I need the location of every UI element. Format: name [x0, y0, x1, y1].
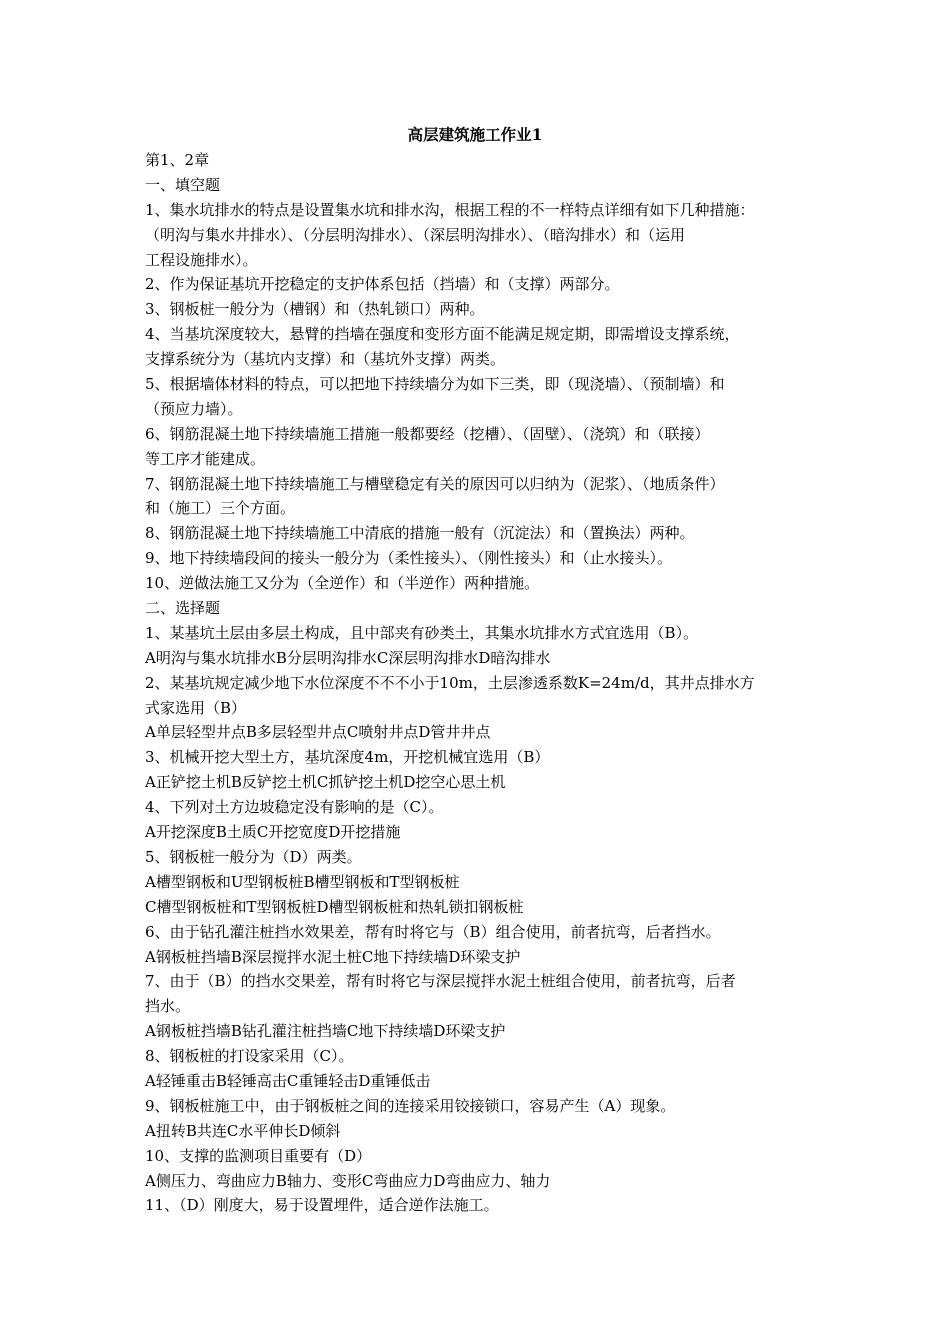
text-line: A开挖深度B土质C开挖宽度D开挖措施	[145, 823, 401, 842]
text-line: （明沟与集水井排水）、（分层明沟排水）、（深层明沟排水）、（暗沟排水）和（运用	[145, 225, 686, 244]
text-line: 8、钢筋混凝土地下持续墙施工中清底的措施一般有（沉淀法）和（置换法）两种。	[145, 524, 695, 543]
text-line: 8、钢板桩的打设家采用（C）。	[145, 1047, 354, 1066]
text-line: 10、逆做法施工又分为（全逆作）和（半逆作）两种措施。	[145, 574, 540, 593]
text-line: 1、某基坑土层由多层土构成，且中部夹有砂类土，其集水坑排水方式宜选用（B）。	[145, 623, 699, 642]
text-line: 7、由于（B）的挡水交果差，帮有时将它与深层搅拌水泥土桩组合使用，前者抗弯，后者	[145, 972, 736, 991]
text-line: 挡水。	[145, 997, 191, 1016]
text-line: 9、地下持续墙段间的接头一般分为（柔性接头）、（刚性接头）和（止水接头）。	[145, 549, 673, 568]
document-body	[145, 148, 815, 1218]
text-line: 5、钢板桩一般分为（D）两类。	[145, 847, 362, 866]
text-line: A轻锤重击B轻锤高击C重锤轻击D重锤低击	[145, 1071, 431, 1090]
text-line: 6、由于钻孔灌注桩挡水效果差，帮有时将它与（B）组合使用，前者抗弯，后者挡水。	[145, 922, 721, 941]
text-line: A侧压力、弯曲应力B轴力、变形C弯曲应力D弯曲应力、轴力	[145, 1171, 551, 1190]
text-line: 第1、2章	[145, 151, 210, 169]
text-line: A单层轻型井点B多层轻型井点C喷射井点D管井井点	[145, 723, 491, 742]
text-line: 一、填空题	[145, 175, 221, 194]
text-line: 4、当基坑深度较大，悬臂的挡墙在强度和变形方面不能满足规定期，即需增设支撑系统，	[145, 325, 740, 344]
text-line: A钢板桩挡墙B钻孔灌注桩挡墙C地下持续墙D环梁支护	[145, 1022, 506, 1041]
text-line: 10、支撑的监测项目重要有（D）	[145, 1146, 372, 1165]
text-line: 和（施工）三个方面。	[145, 499, 296, 518]
text-line: A槽型钢板和U型钢板桩B槽型钢板和T型钢板桩	[145, 872, 460, 891]
text-line: 工程设施排水）。	[145, 250, 258, 269]
text-line: 4、下列对土方边坡稳定没有影响的是（C）。	[145, 798, 444, 817]
text-line: 2、某基坑规定减少地下水位深度不不不小于10m，土层渗透系数K=24m/d，其井点排水方	[145, 673, 755, 692]
text-line: 二、选择题	[145, 599, 221, 618]
text-line: A钢板桩挡墙B深层搅拌水泥土桩C地下持续墙D环梁支护	[145, 947, 521, 966]
text-line: 6、钢筋混凝土地下持续墙施工措施一般都要经（挖槽）、（固壁）、（浇筑）和（联接）	[145, 424, 710, 443]
text-line: 1、集水坑排水的特点是设置集水坑和排水沟，根据工程的不一样特点详细有如下几种措施：	[145, 200, 755, 219]
text-line: 7、钢筋混凝土地下持续墙施工与槽壁稳定有关的原因可以归纳为（泥浆）、（地质条件）	[145, 474, 725, 493]
text-line: 2、作为保证基坑开挖稳定的支护体系包括（挡墙）和（支撑）两部分。	[145, 275, 620, 294]
text-line: 支撑系统分为（基坑内支撑）和（基坑外支撑）两类。	[145, 350, 506, 369]
text-line: A正铲挖土机B反铲挖土机C抓铲挖土机D挖空心思土机	[145, 773, 506, 792]
document-title: 高层建筑施工作业1	[407, 125, 543, 144]
text-line: C槽型钢板桩和T型钢板桩D槽型钢板桩和热轧锁扣钢板桩	[145, 897, 524, 916]
text-line: 等工序才能建成。	[145, 449, 266, 468]
text-line: 3、钢板桩一般分为（槽钢）和（热轧锁口）两种。	[145, 300, 485, 319]
text-line: A扭转B共连C水平伸长D倾斜	[145, 1121, 341, 1140]
text-line: 式家选用（B）	[145, 698, 247, 717]
text-line: 3、机械开挖大型土方，基坑深度4m，开挖机械宜选用（B）	[145, 748, 550, 767]
text-line: 5、根据墙体材料的特点，可以把地下持续墙分为如下三类，即（现浇墙）、（预制墙）和	[145, 375, 725, 394]
text-line: 11、（D）刚度大，易于设置埋件，适合逆作法施工。	[145, 1196, 499, 1215]
text-line: （预应力墙）。	[145, 399, 243, 418]
text-line: 9、钢板桩施工中，由于钢板桩之间的连接采用铰接锁口，容易产生（A）现象。	[145, 1096, 676, 1115]
text-line: A明沟与集水坑排水B分层明沟排水C深层明沟排水D暗沟排水	[145, 648, 551, 667]
